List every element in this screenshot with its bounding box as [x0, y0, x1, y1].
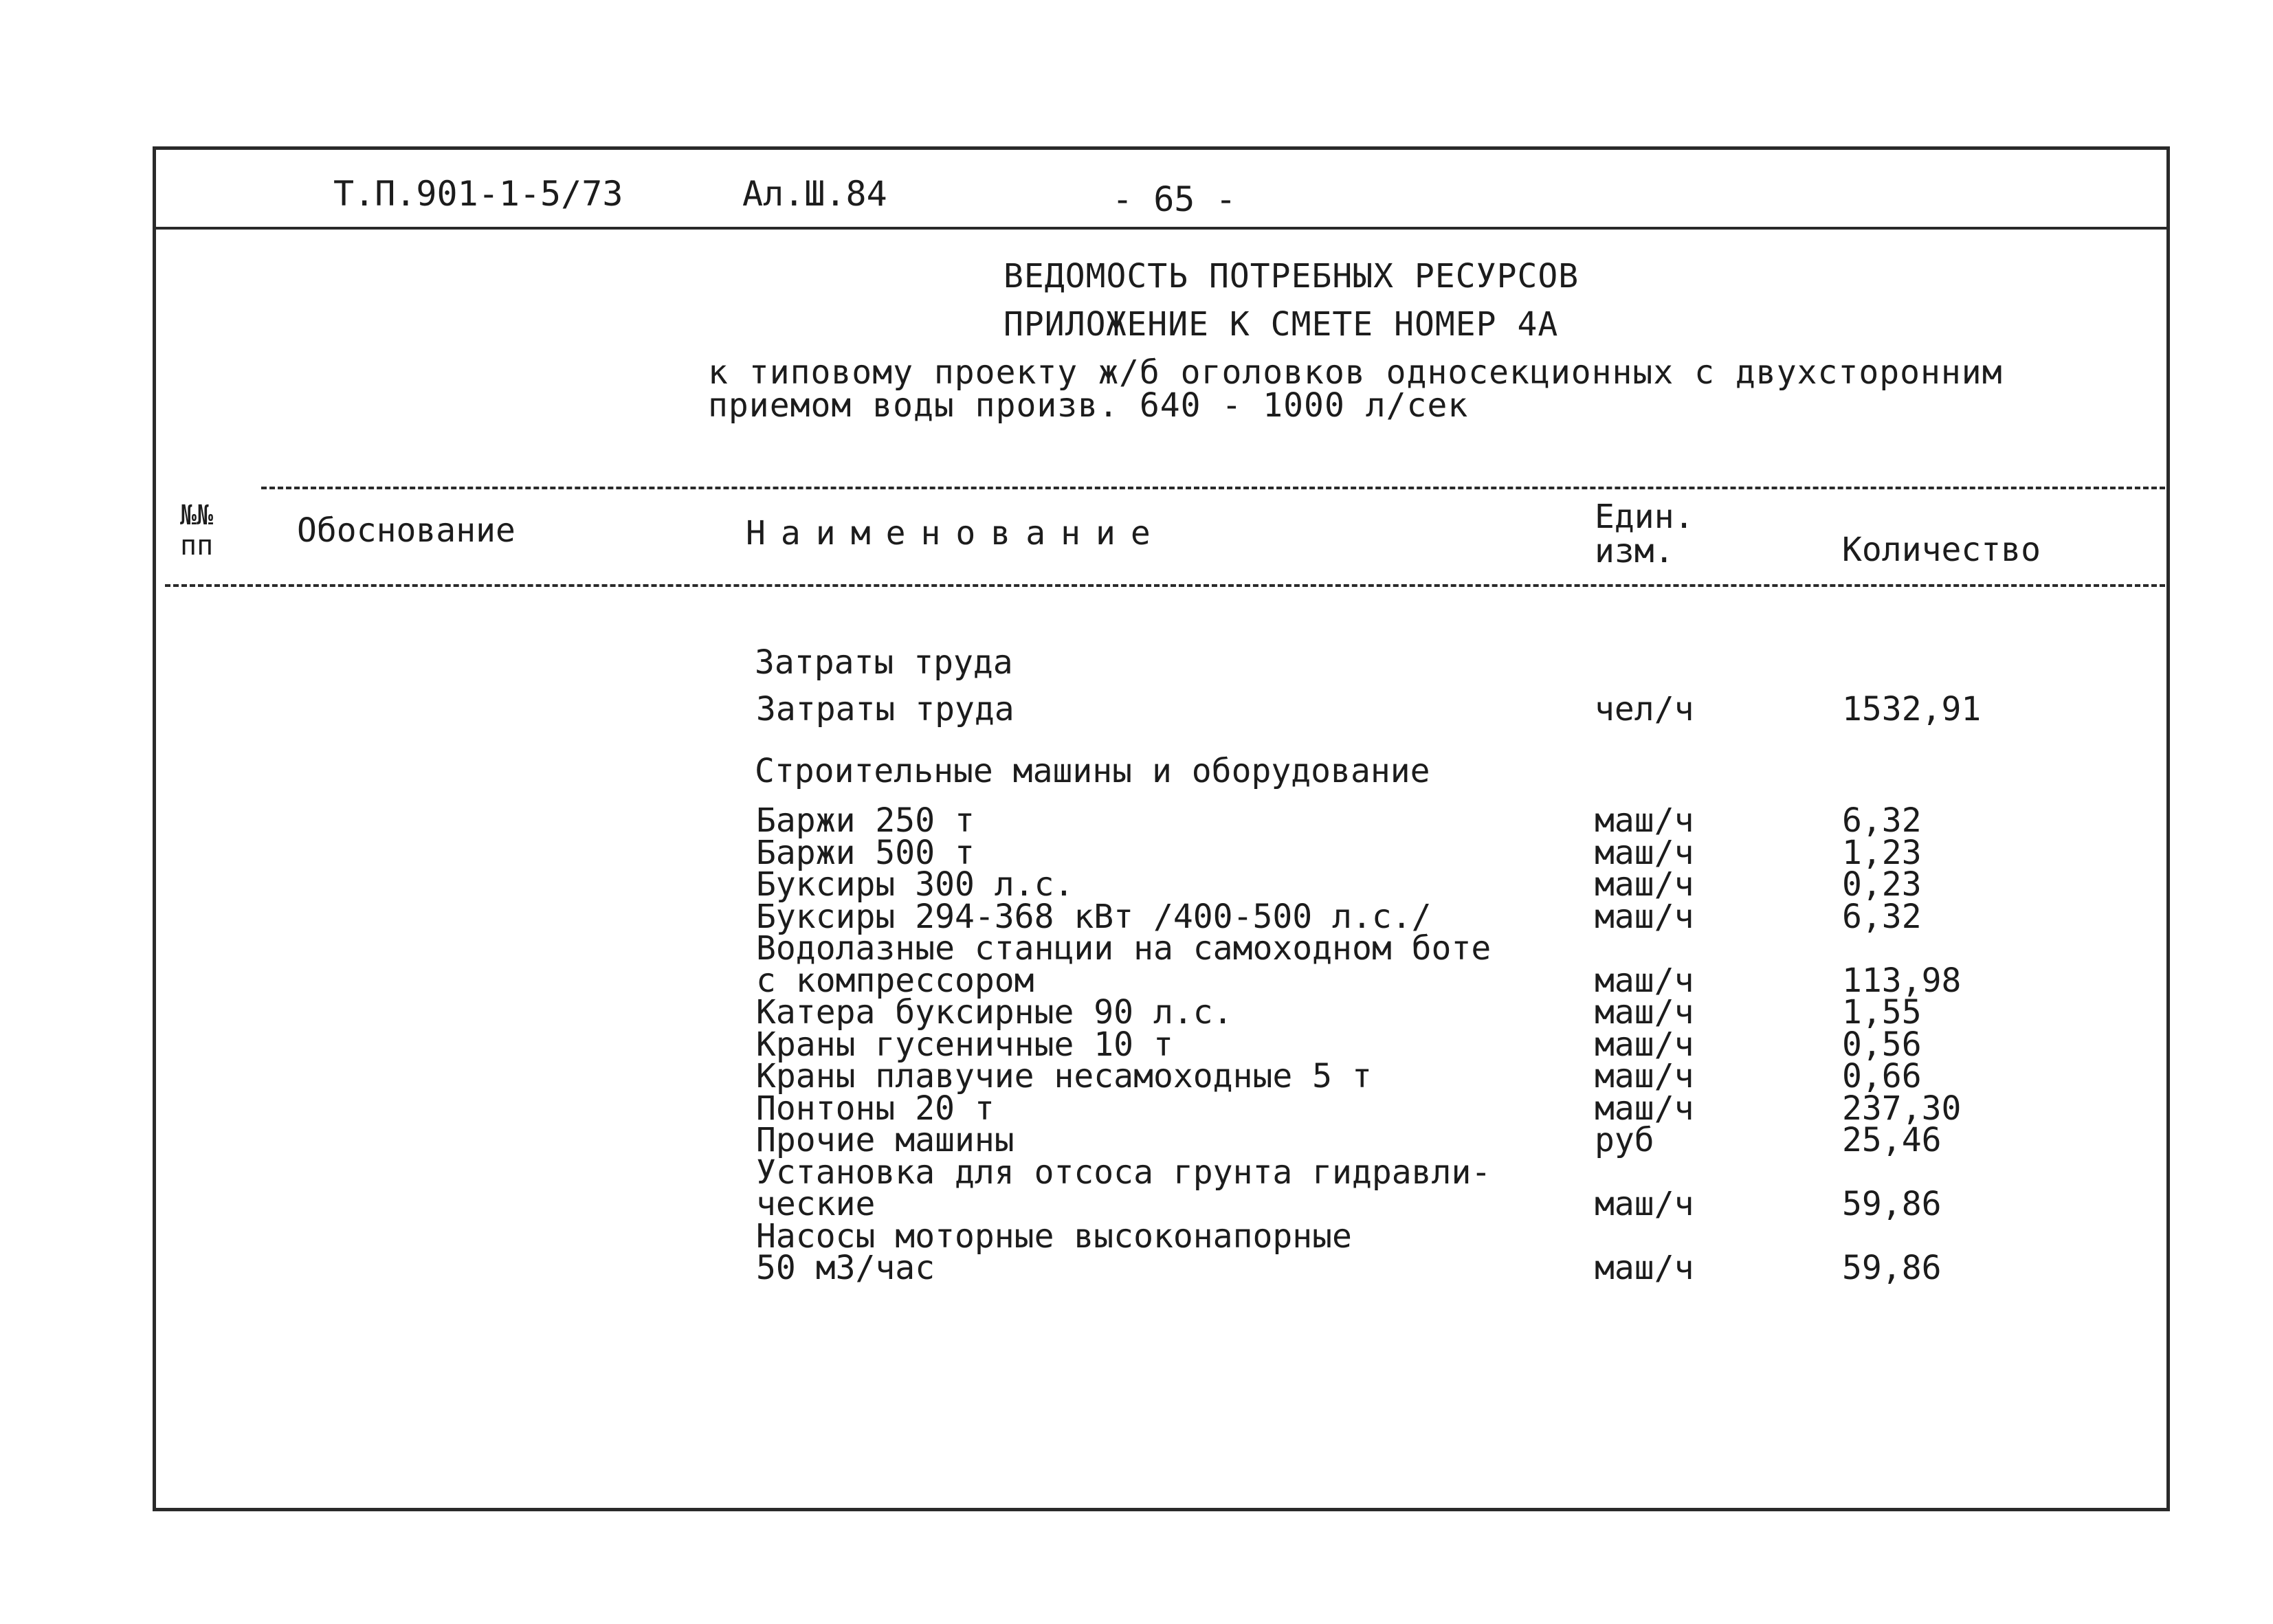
table-row — [0, 1185, 2273, 1223]
row-name: Буксиры 294-368 кВт /400-500 л.с./ — [756, 898, 1432, 936]
row-unit: маш/ч — [1595, 865, 1694, 904]
row-unit: маш/ч — [1595, 961, 1694, 1000]
table-row — [0, 1217, 2273, 1256]
row-name: Насосы моторные высоконапорные — [756, 1217, 1352, 1256]
row-unit: маш/ч — [1595, 1057, 1694, 1095]
row-unit: маш/ч — [1595, 898, 1694, 936]
title-line-2: ПРИЛОЖЕНИЕ К СМЕТЕ НОМЕР 4А — [1004, 305, 1559, 344]
album-number: Ал.Ш.84 — [742, 174, 887, 214]
row-unit: маш/ч — [1595, 1185, 1694, 1223]
row-qty: 1,55 — [1842, 993, 1922, 1032]
table-row — [0, 961, 2273, 1000]
labor-section-heading: Затраты труда — [755, 643, 1013, 682]
row-name: Водолазные станции на самоходном боте — [756, 929, 1492, 968]
row-unit: маш/ч — [1595, 834, 1694, 872]
row-qty: 237,30 — [1842, 1089, 1962, 1128]
col-header-name: Наименование — [746, 514, 1166, 553]
table-row — [0, 834, 2273, 872]
table-row — [0, 993, 2273, 1032]
row-qty: 59,86 — [1842, 1185, 1942, 1223]
row-qty: 0,56 — [1842, 1025, 1922, 1064]
row-qty: 0,23 — [1842, 865, 1922, 904]
row-unit: чел/ч — [1595, 690, 1694, 728]
col-header-unit-line2: изм. — [1595, 532, 1674, 570]
title-line-1: ВЕДОМОСТЬ ПОТРЕБНЫХ РЕСУРСОВ — [1004, 257, 1579, 296]
col-header-basis: Обоснование — [297, 511, 515, 550]
row-unit: маш/ч — [1595, 1249, 1694, 1287]
col-header-qty: Количество — [1842, 531, 2041, 569]
table-row — [0, 1249, 2273, 1287]
table-header-top-rule — [261, 487, 2165, 489]
table-row — [0, 1153, 2273, 1192]
row-qty: 6,32 — [1842, 898, 1922, 936]
col-header-unit-line1: Един. — [1595, 498, 1694, 536]
col-header-num: №№ пп — [180, 500, 214, 561]
row-name: Краны плавучие несамоходные 5 т — [756, 1057, 1372, 1095]
row-name: 50 м3/час — [756, 1249, 935, 1287]
table-row — [0, 1057, 2273, 1095]
row-name: с компрессором — [756, 961, 1034, 1000]
table-row — [0, 929, 2273, 968]
table-row — [0, 898, 2273, 936]
row-unit: маш/ч — [1595, 801, 1694, 840]
title-line-3: к типовому проекту ж/б оголовков односекционных с двухсторонним — [708, 353, 2003, 392]
row-qty: 0,66 — [1842, 1057, 1922, 1095]
page-number: - 65 - — [1112, 179, 1237, 219]
table-row — [0, 1121, 2273, 1159]
table-row — [0, 865, 2273, 904]
row-qty: 1532,91 — [1842, 690, 1982, 728]
row-unit: маш/ч — [1595, 1089, 1694, 1128]
table-row — [0, 690, 2273, 728]
row-name: Катера буксирные 90 л.с. — [756, 993, 1233, 1032]
table-row — [0, 801, 2273, 840]
row-name: Затраты труда — [756, 690, 1014, 728]
title-line-4: приемом воды произв. 640 - 1000 л/сек — [708, 386, 1469, 425]
row-qty: 113,98 — [1842, 961, 1962, 1000]
row-unit: маш/ч — [1595, 1025, 1694, 1064]
header-divider — [153, 227, 2170, 230]
row-qty: 25,46 — [1842, 1121, 1942, 1159]
row-qty: 59,86 — [1842, 1249, 1942, 1287]
row-name: Баржи 500 т — [756, 834, 975, 872]
row-qty: 1,23 — [1842, 834, 1922, 872]
row-name: Понтоны 20 т — [756, 1089, 995, 1128]
row-qty: 6,32 — [1842, 801, 1922, 840]
table-row — [0, 1089, 2273, 1128]
row-name: Буксиры 300 л.с. — [756, 865, 1074, 904]
row-name: Краны гусеничные 10 т — [756, 1025, 1173, 1064]
row-unit: маш/ч — [1595, 993, 1694, 1032]
row-name: ческие — [756, 1185, 876, 1223]
table-header-bottom-rule — [165, 584, 2165, 587]
row-unit: руб — [1595, 1121, 1654, 1159]
table-row — [0, 1025, 2273, 1064]
machines-section-heading: Строительные машины и оборудование — [755, 752, 1430, 790]
row-name: Установка для отсоса грунта гидравли- — [756, 1153, 1492, 1192]
row-name: Баржи 250 т — [756, 801, 975, 840]
doc-code: Т.П.901-1-5/73 — [333, 174, 623, 214]
row-name: Прочие машины — [756, 1121, 1014, 1159]
